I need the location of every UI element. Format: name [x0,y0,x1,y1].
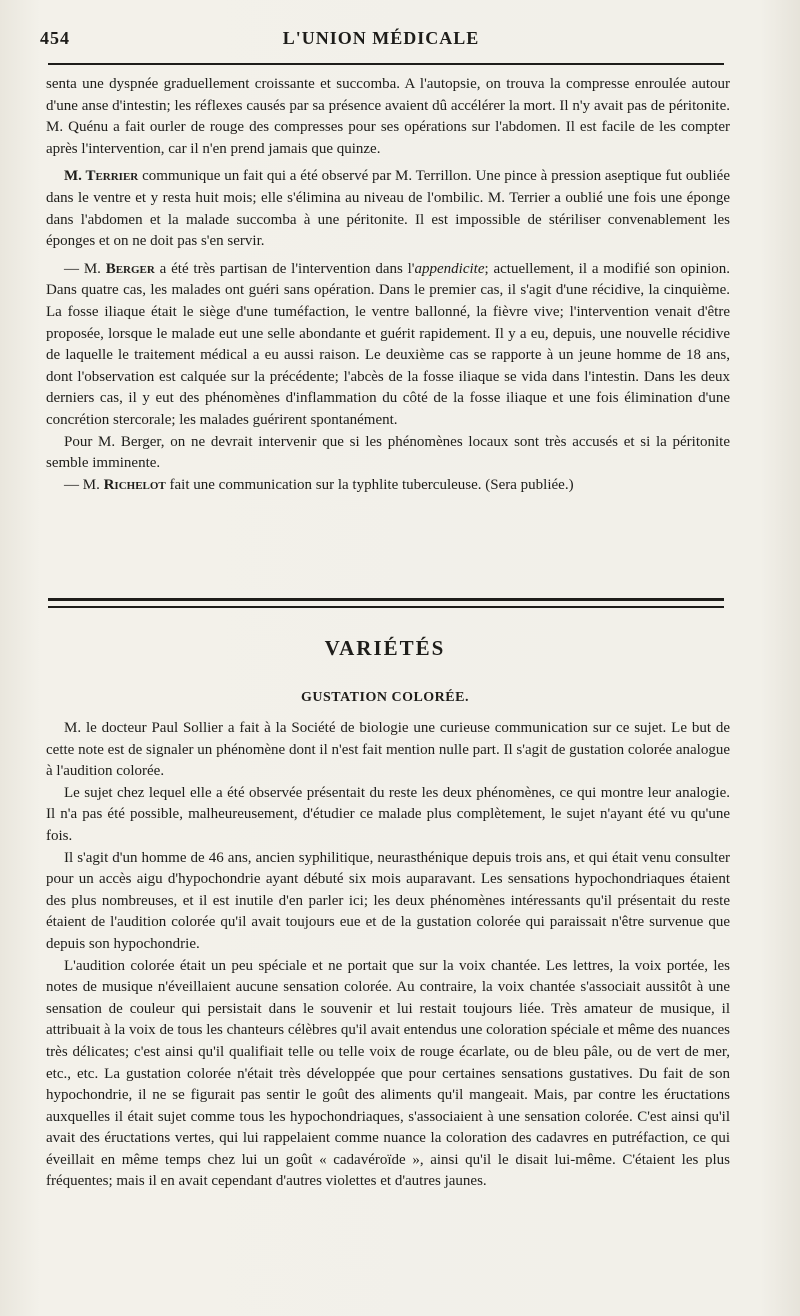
italic-term-appendicite: appendicite [414,260,485,277]
paragraph-case: Il s'agit d'un homme de 46 ans, ancien syphilitique, neurasthénique depuis trois ans, et qui était venu consulter pour un accès aigu d'hypochondrie ayant débuté six mois auparavant. Les sensations hypochondriaques étaient des plus nombreuses, et il est inutile d'en parler ici; les deux phénomènes intéressants qu'il présentait du reste étaient de l'audition colorée qu'il avait toujours eue et de la gustation colorée qui paraissait n'être survenue que depuis son hypochondrie. [46,849,730,952]
speaker-name-terrier: M. Terrier [64,168,139,185]
varietes-article-text [46,718,730,1193]
paragraph-autopsy: senta une dyspnée graduellement croissante et succomba. A l'autopsie, on trouva la compresse enroulée autour d'une anse d'intestin; les réflexes causés par sa présence avaient dû accélérer la mort. Il n'y avait pas de péritonite. M. Quénu a fait ourler de rouge des compresses pour ses opérations sur l'abdomen. Il est facile de les compter après l'intervention, car il n'en prend jamais que quinze. [46,76,730,157]
section-divider-thin [48,606,724,608]
journal-title: L'UNION MÉDICALE [282,28,480,48]
paragraph-subject: Le sujet chez lequel elle a été observée présentait du reste les deux phénomènes, ce qui montre leur analogie. Il n'a pas été possible, malheureusement, d'étudier ce malade plus complètement, le sujet n'ayant été vu qu'une fois. [46,784,730,844]
society-proceedings-text [46,74,730,496]
section-divider-thick [48,598,724,601]
article-title-gustation: GUSTATION COLORÉE. [301,690,469,705]
paragraph-sollier: M. le docteur Paul Sollier a fait à la Société de biologie une curieuse communication sur ce sujet. Le but de cette note est de signaler un phénomène dont il n'est fait mention nulle part. Il s'agit de gustation colorée analogue à l'audition colorée. [46,720,730,780]
section-heading-varietes: VARIÉTÉS [324,636,446,660]
paragraph-richelot: — M. Richelot fait une communication sur la typhlite tuberculeuse. (Sera publiée.) [64,476,574,493]
running-head [40,28,722,54]
paragraph-berger-conclusion: Pour M. Berger, on ne devrait intervenir que si les phénomènes locaux sont très accusés et si la péritonite semble imminente. [46,433,730,472]
speaker-name-berger: Berger [105,260,155,277]
paragraph-berger: — M. Berger a été très partisan de l'intervention dans l'appendicite; actuellement, il a modifié son opinion. Dans quatre cas, les malades ont guéri sans opération. Dans le premier cas, il s'agit d'une récidive, la cinquième. La fosse iliaque était le siège d'une tuméfaction, le ventre ballonné, la fièvre vive; l'intervention venait d'être proposée, lorsque le malade eut une selle abondante et guérit rapidement. Il y a eu, depuis, une nouvelle récidive de laquelle le traitement médical a eu aussi raison. Le deuxième cas se rapporte à un jeune homme de 18 ans, dont l'observation est calquée sur la précédente; l'abcès de la fosse iliaque se vida dans l'intestin. Dans les deux derniers cas, il y eut des phénomènes d'inflammation du côté de la fosse iliaque et une fois élimination d'une concrétion stercorale; les malades guérirent spontanément. [46,260,730,428]
paragraph-audition: L'audition colorée était un peu spéciale et ne portait que sur la voix chantée. Les lettres, la voix portée, les notes de musique n'éveillaient aucune sensation colorée. Au contraire, la voix chantée s'associait aussitôt à une sensation de couleur qui persistait dans le souvenir et lui restait toujours liée. Très amateur de musique, il attribuait à la voix de tous les chanteurs célèbres qu'il avait entendus une coloration spéciale et même des nuances très délicates; c'est ainsi qu'il qualifiait telle ou telle voix de rouge écarlate, ou de bleu pâle, ou de vert de mer, etc., etc. La gustation colorée n'était très développée que pour certaines sensations gustatives. Du fait de son hypochondrie, il ne se figurait pas sentir le goût des aliments qu'il mangeait. Mais, par contre les éructations auxquelles il était sujet comme tous les hypochondriaques, s'associaient à une sensation colorée. C'est ainsi qu'il avait des éructations vertes, qui lui rappelaient comme nuance la coloration des cadavres en putréfaction, ce qui éveillait en même temps chez lui un goût « cadavéroïde », ainsi qu'il le disait lui-même. C'étaient les plus fréquentes; mais il en avait cependant d'autres violettes et d'autres jaunes. [46,957,730,1190]
paragraph-terrier: M. Terrier communique un fait qui a été observé par M. Terrillon. Une pince à pression aseptique fut oubliée dans le ventre et y resta huit mois; elle s'élimina au niveau de l'ombilic. M. Terrier a oublié une fois une éponge dans l'abdomen et la malade succomba à une péritonite. Il est impossible de stériliser convenablement les éponges et on ne doit pas s'en servir. [46,168,730,250]
page-number: 454 [40,28,70,48]
header-rule [48,63,724,65]
speaker-name-richelot: Richelot [103,476,166,493]
